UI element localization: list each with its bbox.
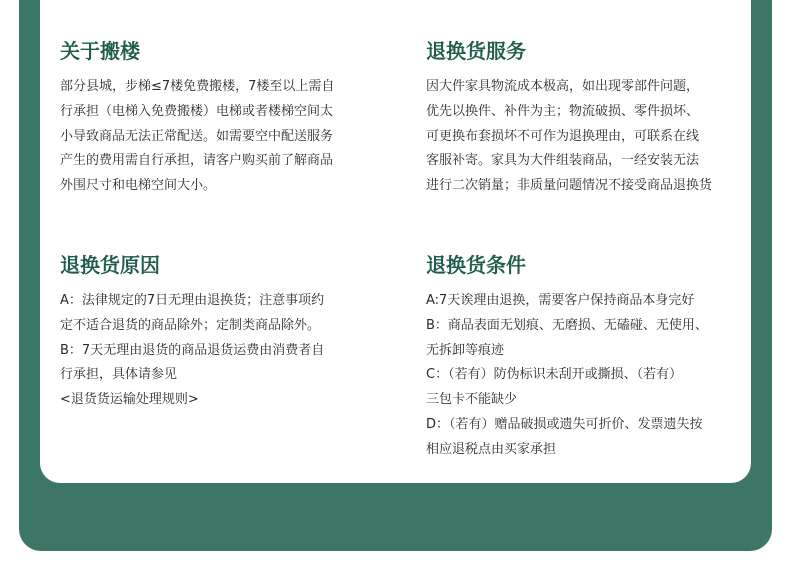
section-text-line: 三包卡不能缺少 [426,392,518,408]
section-text-line: 进行二次销量；非质量问题情况不接受商品退换货 [426,178,713,194]
section-text-line: 无拆卸等痕迹 [426,342,505,358]
section-text-line: 优先以换件、补件为主；物流破损、零件损坏、 [426,103,700,119]
section-text-line: 行承担（电梯入免费搬楼）电梯或者楼梯空间太 [60,103,334,119]
section-text-line: 可更换布套损坏不可作为退换理由，可联系在线 [426,128,700,144]
section-text-line: B：商品表面无划痕、无磨损、无磕碰、无使用、 [426,317,708,333]
section-title: 退换货条件 [426,253,526,277]
section-text-line: 小导致商品无法正常配送。如需要空中配送服务 [60,128,334,144]
section-text-line: A:7天诶理由退换，需要客户保持商品本身完好 [426,293,695,308]
section-return-service [426,38,736,199]
section-return-conditions [426,252,736,463]
section-moving-upstairs [60,38,370,199]
section-text-line: <退货货运输处理规则> [60,392,199,408]
section-return-reasons [60,252,370,413]
section-text-line: 部分县城，步梯≤7楼免费搬楼，7楼至以上需自 [60,79,335,94]
section-title: 退换货服务 [426,39,526,63]
section-text-line: 行承担，具体请参见 [60,367,178,383]
section-title: 退换货原因 [60,253,160,277]
section-text-line: 定不适合退货的商品除外；定制类商品除外。 [60,317,321,333]
section-text-line: A：法律规定的7日无理由退换货；注意事项约 [60,293,325,308]
section-title: 关于搬楼 [60,39,140,63]
section-text-line: 相应退税点由买家承担 [426,441,557,457]
section-text-line: C：（若有）防伪标识未刮开或撕损、（若有） [426,367,683,383]
section-text-line: 客服补寄。家具为大件组装商品，一经安装无法 [426,153,700,169]
section-text-line: 因大件家具物流成本极高，如出现零部件问题， [426,79,700,94]
section-text-line: D：（若有）赠品破损或遗失可折价、发票遗失按 [426,416,703,432]
section-text-line: 产生的费用需自行承担，请客户购买前了解商品 [60,153,334,169]
section-text-line: 外围尺寸和电梯空间大小。 [60,178,217,194]
section-text-line: B：7天无理由退货的商品退货运费由消费者自 [60,342,325,358]
